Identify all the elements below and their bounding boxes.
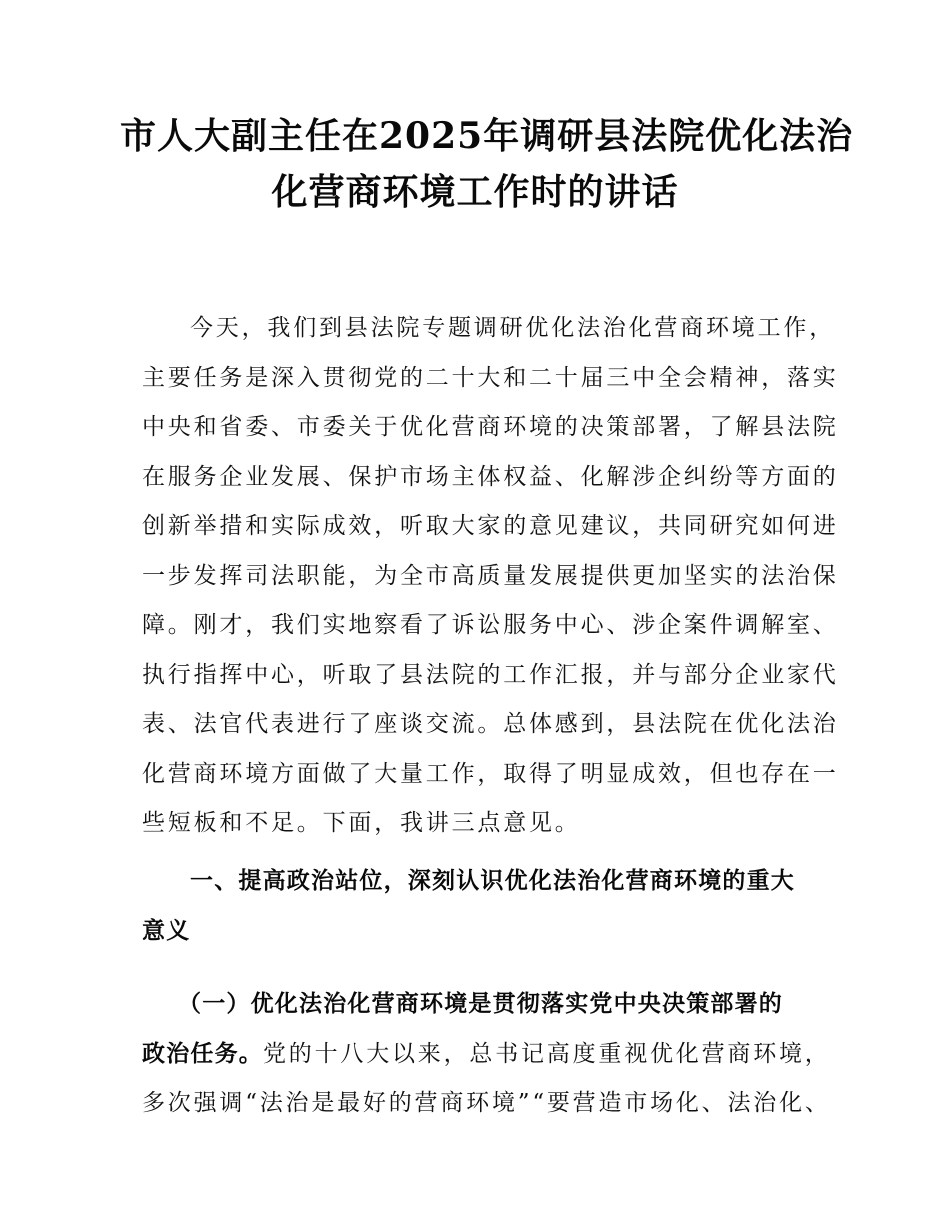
- section-heading: [142, 857, 812, 956]
- section-heading-line-2: 意义: [142, 917, 191, 944]
- paragraph-line: 创新举措和实际成效，听取大家的意见建议，共同研究如何进: [142, 513, 839, 539]
- paragraph-line: 主要任务是深入贯彻党的二十大和二十届三中全会精神，落实: [142, 364, 839, 391]
- paragraph-line: 执行指挥中心，听取了县法院的工作汇报，并与部分企业家代: [142, 661, 839, 688]
- paragraph-line: 一步发挥司法职能，为全市高质量发展提供更加坚实的法治保: [142, 562, 839, 589]
- paragraph-line: 中央和省委、市委关于优化营商环境的决策部署，了解县法院: [142, 414, 839, 440]
- section-heading-line-1: 一、提高政治站位，深刻认识优化法治化营商环境的重大: [190, 868, 795, 894]
- paragraph-line: 些短板和不足。下面，我讲三点意见。: [142, 810, 581, 836]
- intro-paragraph: [142, 304, 839, 849]
- title-line-1: 市人大副主任在2025年调研县法院优化法治: [120, 115, 854, 157]
- paragraph-line: 在服务企业发展、保护市场主体权益、化解涉企纠纷等方面的: [142, 463, 839, 490]
- paragraph-line: 障。刚才，我们实地察看了诉讼服务中心、涉企案件调解室、: [142, 612, 839, 638]
- paragraph-text: 党的十八大以来，总书记高度重视优化营商环境，: [263, 1040, 831, 1067]
- subsection-heading-tail: 政治任务。: [142, 1040, 263, 1067]
- paragraph-line: 多次强调“法治是最好的营商环境”“要营造市场化、法治化、: [142, 1090, 831, 1116]
- paragraph-line: 表、法官代表进行了座谈交流。总体感到，县法院在优化法治: [142, 711, 839, 737]
- paragraph-line: 化营商环境方面做了大量工作，取得了明显成效，但也存在一: [142, 760, 839, 787]
- paragraph-line: [142, 1030, 831, 1080]
- document-title: [120, 108, 854, 220]
- subsection-heading-line: （一）优化法治化营商环境是贯彻落实党中央决策部署的: [178, 991, 783, 1017]
- paragraph-line: 今天，我们到县法院专题调研优化法治化营商环境工作，: [190, 315, 835, 341]
- subsection-paragraph: [142, 980, 831, 1129]
- title-line-2: 化营商环境工作时的讲话: [271, 171, 679, 213]
